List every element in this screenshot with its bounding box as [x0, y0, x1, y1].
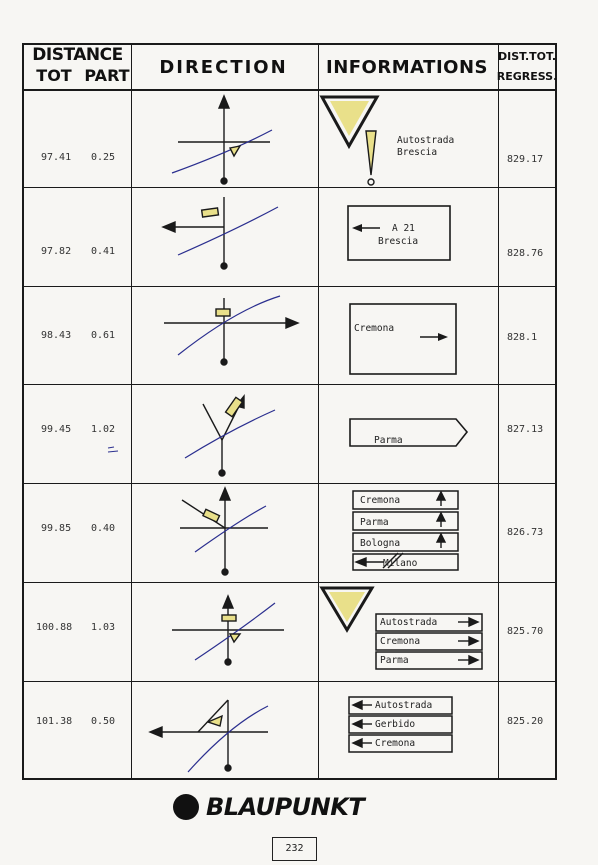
regress-value: 828.76: [507, 248, 544, 259]
page-number: 232: [272, 837, 317, 861]
header-tot: TOT: [36, 66, 72, 85]
header-dist-tot: DIST.TOT.: [497, 50, 557, 63]
sign-label: Cremona: [380, 636, 421, 647]
sign-label: Parma: [380, 655, 409, 666]
sign-label: Bologna: [360, 538, 401, 549]
header-part: PART: [84, 66, 130, 85]
tot-value: 97.41: [41, 152, 72, 163]
part-value: 0.25: [91, 152, 116, 163]
tot-value: 100.88: [36, 622, 73, 633]
regress-value: 826.73: [507, 527, 544, 538]
tot-value: 98.43: [41, 330, 72, 341]
part-value: 0.41: [91, 246, 116, 257]
header-informations: INFORMATIONS: [326, 57, 488, 78]
tot-value: 99.45: [41, 424, 72, 435]
brand-logo: [172, 793, 412, 821]
regress-value: 828.1: [507, 332, 538, 343]
regress-value: 827.13: [507, 424, 544, 435]
header-direction: DIRECTION: [159, 57, 288, 78]
part-value: 1.02: [91, 424, 116, 435]
sign-label: Cremona: [375, 738, 416, 749]
regress-value: 825.20: [507, 716, 544, 727]
header-regress: REGRESS.: [496, 70, 558, 83]
sign-label: Autostrada: [397, 135, 455, 146]
regress-value: 825.70: [507, 626, 544, 637]
brand-name: BLAUPUNKT: [206, 793, 365, 821]
regress-value: 829.17: [507, 154, 544, 165]
sign-label: Brescia: [397, 147, 438, 158]
sign-label: Autostrada: [380, 617, 438, 628]
part-value: 0.40: [91, 523, 116, 534]
part-value: 0.61: [91, 330, 116, 341]
sign-label: Gerbido: [375, 719, 416, 730]
sign-label: Cremona: [354, 323, 395, 334]
tot-value: 101.38: [36, 716, 73, 727]
part-value: 0.50: [91, 716, 116, 727]
sign-label: A 21: [392, 223, 415, 234]
sign-label: Milano: [383, 558, 418, 569]
sign-label: Cremona: [360, 495, 401, 506]
sign-label: Parma: [360, 517, 389, 528]
sign-label: Brescia: [378, 236, 419, 247]
part-value: 1.03: [91, 622, 116, 633]
sign-label: Parma: [374, 435, 403, 446]
tot-value: 97.82: [41, 246, 72, 257]
header-distance: DISTANCE: [32, 45, 123, 65]
sign-label: Autostrada: [375, 700, 433, 711]
brand-dot-icon: [172, 793, 200, 821]
tot-value: 99.85: [41, 523, 72, 534]
